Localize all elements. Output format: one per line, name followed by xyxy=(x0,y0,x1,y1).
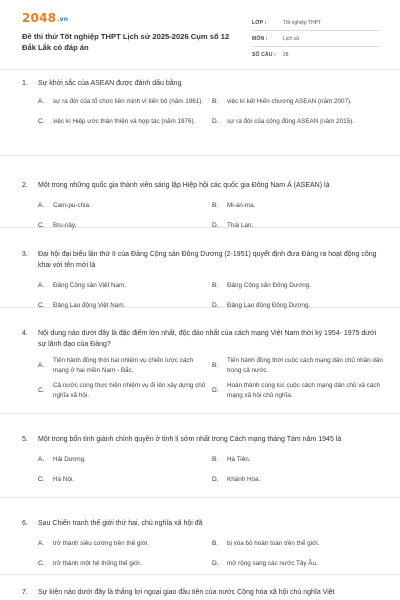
question-number: 1. xyxy=(22,80,28,87)
option-letter: B. xyxy=(212,456,219,463)
answer-options xyxy=(38,201,380,231)
question-stem xyxy=(22,518,380,529)
option-text: Thái Lan. xyxy=(227,222,254,229)
option-text: bị xóa bỏ hoàn toàn trên thế giới. xyxy=(227,540,320,547)
question-text: Một trong những quốc gia thành viên sáng lập Hiệp hội các quốc gia Đông Nam Á (ASEAN) là xyxy=(38,182,330,189)
option-b[interactable] xyxy=(212,201,384,211)
option-text: Đảng Cộng sản Việt Nam. xyxy=(53,282,127,289)
logo-text: 2048 xyxy=(22,11,57,25)
option-c[interactable] xyxy=(38,301,210,311)
option-letter: B. xyxy=(212,202,219,209)
option-c[interactable] xyxy=(38,559,210,569)
option-text: Cam-pu-chia. xyxy=(53,202,91,209)
option-letter: B. xyxy=(212,540,219,547)
option-letter: B. xyxy=(212,98,219,105)
answer-options xyxy=(38,539,380,569)
option-text: Cả nước cùng thực hiện nhiệm vụ đi lên xây dựng chủ nghĩa xã hội. xyxy=(53,382,206,399)
option-b[interactable] xyxy=(212,356,384,376)
option-letter: A. xyxy=(38,98,45,105)
answer-options xyxy=(38,281,380,311)
option-letter: D. xyxy=(212,222,219,229)
option-text: Đảng Cộng sản Đông Dương. xyxy=(227,282,311,289)
option-text: Hải Dương. xyxy=(53,456,86,463)
option-letter: A. xyxy=(38,202,45,209)
question-stem xyxy=(22,434,380,445)
option-letter: C. xyxy=(38,302,45,309)
option-letter: D. xyxy=(212,118,219,125)
option-b[interactable] xyxy=(212,281,384,291)
question-2 xyxy=(0,156,400,228)
option-a[interactable] xyxy=(38,97,210,107)
question-number: 7. xyxy=(22,589,28,596)
option-a[interactable] xyxy=(38,539,210,549)
meta-value: 28 xyxy=(283,52,289,58)
exam-meta-table xyxy=(252,15,380,63)
question-6 xyxy=(0,498,400,575)
option-letter: C. xyxy=(38,118,45,125)
option-c[interactable] xyxy=(38,117,210,127)
option-b[interactable] xyxy=(212,539,384,549)
option-letter: B. xyxy=(212,362,219,369)
option-letter: A. xyxy=(38,282,45,289)
question-number: 6. xyxy=(22,520,28,527)
option-text: Mi-an-ma. xyxy=(227,202,256,209)
option-text: trở thành một hệ thống thế giới. xyxy=(53,560,142,567)
option-d[interactable] xyxy=(212,117,384,127)
option-text: Khánh Hòa. xyxy=(227,476,261,483)
option-text: Đảng Lao động Đông Dương. xyxy=(227,302,311,309)
document-title: Đề thi thử Tốt nghiệp THPT Lịch sử 2025-2026 Cụm số 12 Đắk Lắk có đáp án xyxy=(22,32,230,52)
option-a[interactable] xyxy=(38,201,210,211)
question-number: 3. xyxy=(22,251,28,258)
question-4 xyxy=(0,308,400,414)
option-text: Tiến hành đồng thời cuộc cách mạng dân chủ nhân dân trong cả nước. xyxy=(227,357,383,374)
meta-value: Lịch sử xyxy=(283,35,300,42)
option-text: Tiến hành đồng thời hai nhiệm vụ chiến lược cách mạng ở hai miền Nam - Bắc. xyxy=(53,357,194,374)
question-1 xyxy=(0,78,400,156)
question-number: 5. xyxy=(22,436,28,443)
option-text: sự ra đời của cộng đồng ASEAN (năm 2015). xyxy=(227,118,355,125)
option-d[interactable] xyxy=(212,221,384,231)
document-header xyxy=(0,0,400,70)
option-text: sự ra đời của tổ chức liên minh vì tiến bộ (năm 1961). xyxy=(53,98,204,105)
option-b[interactable] xyxy=(212,97,384,107)
option-text: việc kí kết Hiến chương ASEAN (năm 2007). xyxy=(227,98,352,105)
question-stem xyxy=(22,587,380,598)
meta-key: LỚP : xyxy=(252,19,267,26)
option-letter: D. xyxy=(212,302,219,309)
option-d[interactable] xyxy=(212,381,384,401)
option-letter: C. xyxy=(38,222,45,229)
question-5 xyxy=(0,414,400,498)
option-d[interactable] xyxy=(212,301,384,311)
option-d[interactable] xyxy=(212,475,384,485)
question-number: 2. xyxy=(22,182,28,189)
option-letter: A. xyxy=(38,540,45,547)
question-7 xyxy=(0,575,400,600)
option-a[interactable] xyxy=(38,356,210,376)
meta-key: MÔN : xyxy=(252,35,268,42)
meta-row-subject xyxy=(252,31,380,47)
option-c[interactable] xyxy=(38,221,210,231)
meta-key: SỐ CÂU : xyxy=(252,52,277,58)
question-number: 4. xyxy=(22,330,28,337)
question-stem xyxy=(22,328,380,350)
option-letter: D. xyxy=(212,560,219,567)
question-stem xyxy=(22,180,380,191)
question-text: Sự khởi sắc của ASEAN được đánh dấu bằng xyxy=(38,80,182,87)
option-letter: D. xyxy=(212,476,219,483)
option-d[interactable] xyxy=(212,559,384,569)
option-c[interactable] xyxy=(38,475,210,485)
question-stem xyxy=(22,249,380,271)
option-text: việc kí Hiệp ước thân thiện và hợp tác (năm 1976). xyxy=(53,118,196,125)
question-text: Một trong bốn tỉnh giành chính quyền ở tỉnh lị sớm nhất trong Cách mạng tháng Tám năm 1945 là xyxy=(38,436,342,443)
option-b[interactable] xyxy=(212,455,384,465)
option-text: trở thành siêu cường trên thế giới. xyxy=(53,540,150,547)
option-letter: C. xyxy=(38,387,45,394)
answer-options xyxy=(38,97,380,127)
option-text: Hà Nội. xyxy=(53,476,74,483)
option-text: Hà Tiên. xyxy=(227,456,251,463)
option-letter: A. xyxy=(38,362,45,369)
option-letter: A. xyxy=(38,456,45,463)
option-letter: C. xyxy=(38,476,45,483)
meta-row-class xyxy=(252,15,380,31)
question-3 xyxy=(0,228,400,308)
option-text: Hoàn thành cùng lúc cuộc cách mạng dân chủ và cách mạng xã hội chủ nghĩa. xyxy=(227,382,380,399)
logo-domain: .vn xyxy=(57,16,69,23)
option-a[interactable] xyxy=(38,455,210,465)
question-text: Sự kiện nào dưới đây là thắng lợi ngoại giao đầu tiên của nước Cộng hòa xã hội chủ nghĩa Việt xyxy=(38,589,335,596)
option-letter: D. xyxy=(212,387,219,394)
answer-options xyxy=(38,455,380,485)
meta-row-question-count xyxy=(252,47,380,63)
question-text: Nội dung nào dưới đây là đặc điểm lớn nhất, độc đáo nhất của cách mạng Việt Nam thời kỳ 1954- 1975 dưới sự lãnh đạo của Đảng? xyxy=(38,330,377,348)
option-text: Đảng Lao động Việt Nam. xyxy=(53,302,126,309)
question-text: Đại hội đại biểu lần thứ II của Đảng Cộng sản Đông Dương (2-1951) quyết định đưa Đảng ra hoạt động công khai với tên mới là xyxy=(38,251,377,269)
answer-options xyxy=(38,356,383,401)
question-list xyxy=(0,78,400,600)
option-a[interactable] xyxy=(38,281,210,291)
question-stem xyxy=(22,78,380,89)
question-text: Sau Chiến tranh thế giới thứ hai, chủ nghĩa xã hội đã xyxy=(38,520,203,527)
meta-value: Tốt nghiệp THPT xyxy=(283,19,321,26)
option-text: mở rộng sang các nước Tây Âu. xyxy=(227,560,318,567)
option-text: Bru-nây. xyxy=(53,222,77,229)
option-letter: B. xyxy=(212,282,219,289)
option-letter: C. xyxy=(38,560,45,567)
option-c[interactable] xyxy=(38,381,210,401)
site-logo[interactable] xyxy=(22,11,68,25)
